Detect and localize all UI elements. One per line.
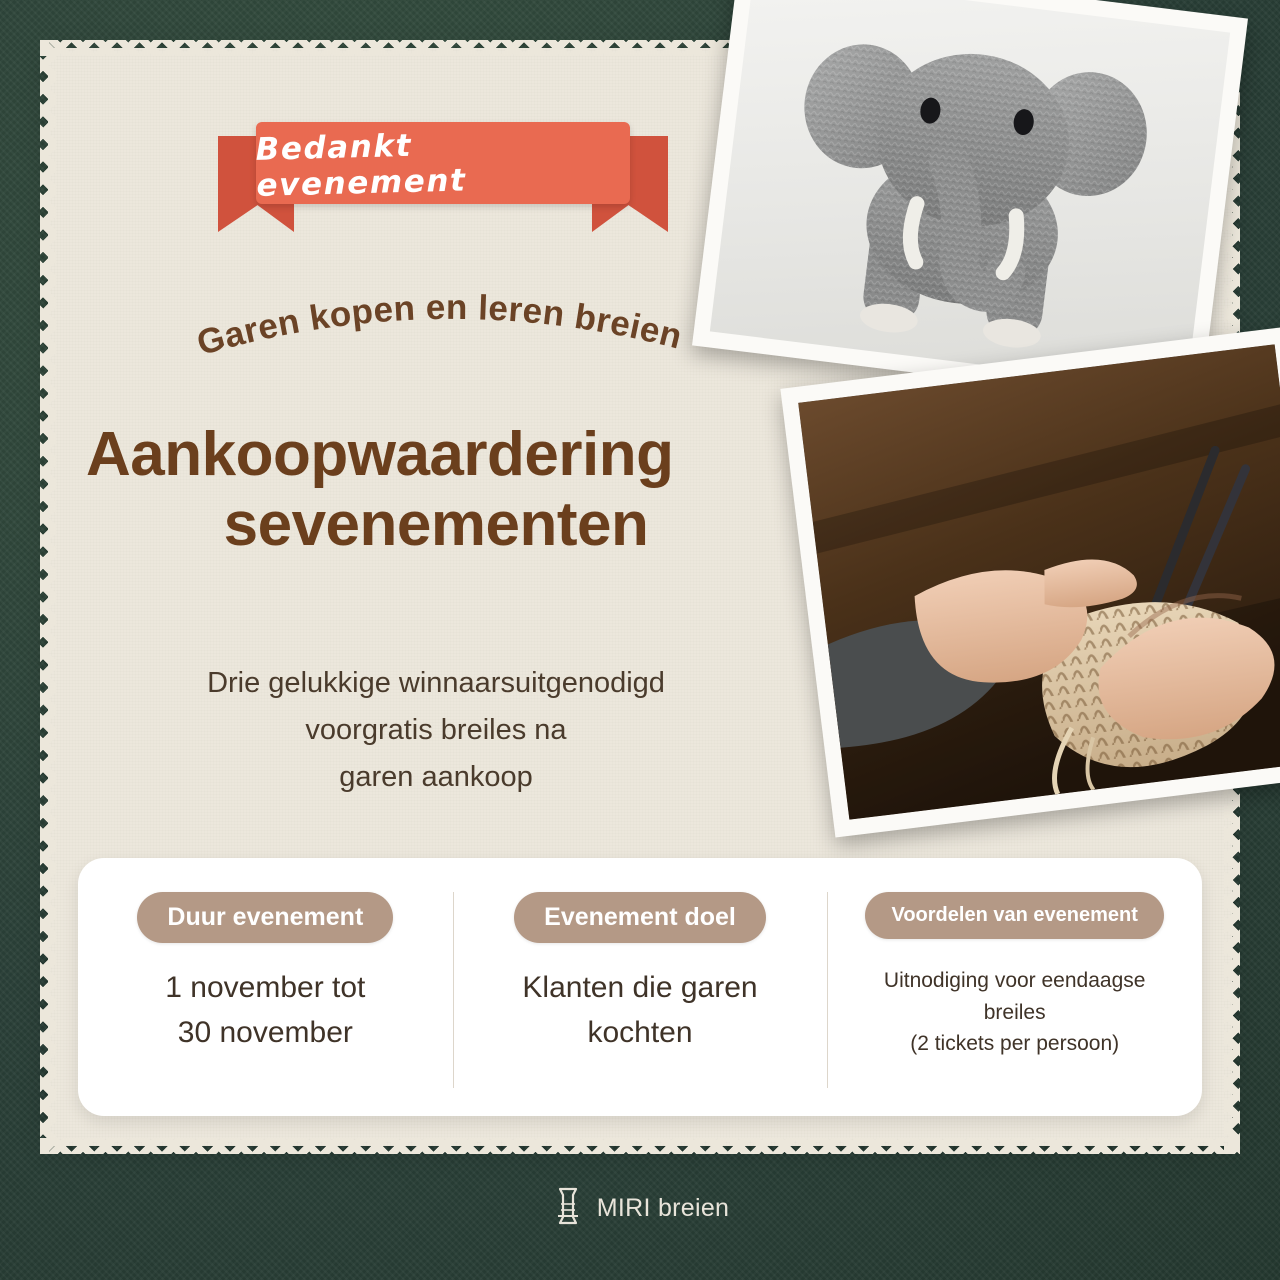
description-line-2: voorgratis breiles na bbox=[305, 713, 567, 746]
description-line-3: garen aankoop bbox=[339, 760, 533, 793]
info-column-duration bbox=[78, 858, 453, 1116]
ribbon-label: Bedankt evenement bbox=[255, 127, 467, 204]
arch-subtitle bbox=[120, 272, 760, 382]
benefits-text bbox=[853, 965, 1176, 1060]
duration-text bbox=[165, 965, 365, 1055]
photo-knitting-hands bbox=[780, 326, 1280, 837]
goal-text bbox=[522, 965, 757, 1055]
chip-benefits: Voordelen van evenement bbox=[865, 892, 1163, 939]
benefits-line-2: (2 tickets per persoon) bbox=[910, 1032, 1120, 1055]
goal-line-2: kochten bbox=[587, 1016, 693, 1049]
card-edge-left bbox=[40, 40, 56, 1154]
description bbox=[86, 660, 786, 801]
duration-line-2: 30 november bbox=[177, 1016, 353, 1049]
chip-duration: Duur evenement bbox=[137, 892, 393, 943]
page-title bbox=[86, 420, 786, 560]
yarn-spool-icon bbox=[551, 1185, 585, 1232]
chip-goal: Evenement doel bbox=[514, 892, 766, 943]
knitted-elephant-illustration bbox=[751, 1, 1188, 377]
description-line-1: Drie gelukkige winnaarsuitgenodigd bbox=[207, 667, 665, 699]
arch-subtitle-text: Garen kopen en leren breien bbox=[192, 287, 687, 363]
knitting-hands-illustration bbox=[798, 344, 1280, 819]
headline-line-1: Aankoopwaardering bbox=[86, 420, 674, 489]
footer bbox=[0, 1185, 1280, 1232]
info-panel bbox=[78, 858, 1202, 1116]
benefits-line-1: Uitnodiging voor eendaagse breiles bbox=[883, 969, 1146, 1024]
goal-line-1: Klanten die garen bbox=[522, 971, 758, 1004]
ribbon-banner bbox=[218, 108, 668, 238]
headline-line-2: sevenementen bbox=[223, 490, 649, 560]
info-column-benefits bbox=[827, 858, 1202, 1116]
ribbon-body bbox=[256, 122, 630, 204]
brand-name: MIRI breien bbox=[596, 1194, 730, 1222]
info-column-goal bbox=[453, 858, 828, 1116]
duration-line-1: 1 november tot bbox=[165, 971, 366, 1004]
